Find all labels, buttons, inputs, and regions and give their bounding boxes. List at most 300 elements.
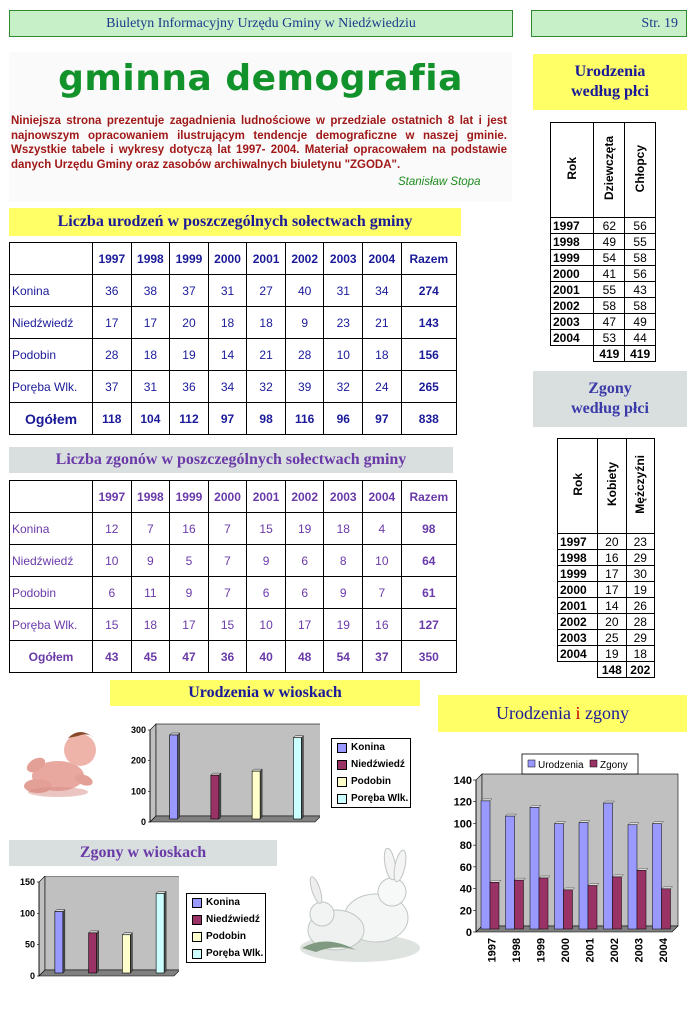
table-cell: 58: [594, 298, 625, 314]
bar: [653, 824, 662, 929]
bulletin-title: Biuletyn Informacyjny Urzędu Gminy w Niedźwiedziu: [106, 15, 416, 31]
table-cell: 15: [93, 609, 132, 641]
table-cell: 2001: [551, 282, 594, 298]
table-cell: 7: [208, 513, 247, 545]
table-cell: [10, 243, 93, 275]
table-cell: 2003: [558, 630, 598, 646]
deaths-by-sex-title-line2: według płci: [571, 400, 649, 417]
table-row: [551, 250, 656, 266]
births-table-title: Liczba urodzeń w poszczególnych sołectwach gminy: [9, 208, 461, 236]
table-row: [10, 545, 457, 577]
table-cell: 58: [625, 250, 656, 266]
table-cell: 1999: [170, 243, 209, 275]
table-cell: 19: [626, 582, 654, 598]
table-cell: 838: [401, 403, 456, 435]
table-cell: 18: [131, 609, 170, 641]
bar-top: [490, 880, 501, 882]
table-cell: 1997: [93, 243, 132, 275]
bar: [588, 886, 597, 929]
table-cell: 1999: [170, 481, 209, 513]
table-row: [10, 339, 457, 371]
bar-side: [219, 773, 221, 819]
y-tick-label: 150: [19, 877, 35, 887]
legend-item: [187, 928, 265, 945]
table-cell: 20: [170, 307, 209, 339]
table-row: [10, 371, 457, 403]
table-cell: 18: [131, 339, 170, 371]
table-cell: 23: [324, 307, 363, 339]
y-tick-label: 100: [453, 818, 472, 831]
table-cell: 40: [285, 275, 324, 307]
y-tick-label: 120: [453, 796, 472, 809]
x-tick-label: 2001: [584, 938, 597, 963]
births-deaths-legend: [522, 754, 638, 774]
table-cell: 14: [208, 339, 247, 371]
table-cell: Niedźwiedź: [10, 307, 93, 339]
deaths-villages-title: Zgony w wioskach: [9, 840, 277, 866]
births-by-sex-title-line2: według płci: [571, 83, 649, 100]
bar: [211, 775, 219, 819]
bar-side: [97, 931, 99, 973]
table-cell: 15: [208, 609, 247, 641]
table-cell: 43: [625, 282, 656, 298]
table-cell: 54: [324, 641, 363, 673]
bar: [662, 889, 671, 929]
births-deaths-title-b: zgony: [580, 703, 629, 723]
bar: [604, 803, 613, 929]
table-cell: Razem: [401, 243, 456, 275]
table-header-row: [551, 123, 656, 218]
deaths-table-title: Liczba zgonów w poszczególnych sołectwach gminy: [9, 447, 453, 473]
table-cell: 4: [363, 513, 402, 545]
table-cell: 10: [363, 545, 402, 577]
legend-label: Konina: [351, 742, 385, 753]
legend-item: [187, 894, 265, 911]
table-cell: 56: [625, 218, 656, 234]
table-cell: 24: [363, 371, 402, 403]
table-cell: 39: [285, 371, 324, 403]
x-tick-label: 1997: [486, 938, 499, 963]
table-cell: 274: [401, 275, 456, 307]
deaths-villages-legend: [186, 893, 266, 963]
table-header-cell: [598, 439, 626, 534]
bar-top: [122, 933, 132, 935]
table-row: [558, 534, 655, 550]
table-cell: 10: [324, 339, 363, 371]
bar: [579, 823, 588, 929]
table-cell: 6: [247, 577, 286, 609]
table-header-label: Rok: [570, 473, 585, 496]
table-cell: 6: [285, 577, 324, 609]
table-cell: 14: [598, 598, 626, 614]
table-cell: 1998: [131, 243, 170, 275]
legend-swatch: [337, 794, 347, 804]
bar-side: [164, 891, 166, 973]
y-tick-label: 100: [19, 908, 35, 919]
bar-top: [564, 888, 575, 890]
table-cell: 15: [247, 513, 286, 545]
table-cell: 2003: [324, 243, 363, 275]
table-header-label: Mężczyźni: [633, 455, 648, 514]
table-cell: 17: [598, 566, 626, 582]
bar-top: [515, 878, 526, 880]
table-header-row: [10, 243, 457, 275]
table-cell: 2002: [558, 614, 598, 630]
y-tick-label: 80: [459, 840, 472, 853]
y-tick-label: 140: [453, 775, 472, 787]
table-cell: 53: [594, 330, 625, 346]
table-row: [558, 582, 655, 598]
table-cell: 28: [285, 339, 324, 371]
table-cell: 30: [626, 566, 654, 582]
table-cell: 31: [208, 275, 247, 307]
table-cell: 18: [626, 646, 654, 662]
bar-top: [588, 884, 599, 886]
table-header-label: Chłopcy: [633, 144, 648, 193]
table-cell: 17: [598, 582, 626, 598]
births-by-sex-title-line1: Urodzenia: [574, 63, 646, 80]
bar-top: [555, 822, 566, 824]
table-cell: 29: [626, 630, 654, 646]
table-cell: 156: [401, 339, 456, 371]
table-cell: 1998: [558, 550, 598, 566]
table-cell: 2001: [247, 243, 286, 275]
table-cell: 118: [93, 403, 132, 435]
table-row: [10, 577, 457, 609]
deaths-by-sex-title: [533, 371, 687, 427]
page-title: gminna demografia: [58, 58, 463, 99]
table-cell: 1997: [551, 218, 594, 234]
table-row: [558, 566, 655, 582]
table-cell: Niedźwiedź: [10, 545, 93, 577]
table-cell: 419: [625, 346, 656, 362]
table-cell: 38: [131, 275, 170, 307]
legend-item: [332, 773, 410, 790]
bar-side: [178, 733, 180, 819]
legend-label: Podobin: [206, 931, 246, 942]
legend-label: Urodzenia: [538, 760, 584, 771]
table-cell: Razem: [401, 481, 456, 513]
baby-image: [18, 720, 104, 804]
table-cell: 202: [626, 662, 654, 678]
table-cell: 2003: [324, 481, 363, 513]
table-cell: 18: [208, 307, 247, 339]
table-header-row: [558, 439, 655, 534]
table-cell: 9: [324, 577, 363, 609]
table-cell: 19: [324, 609, 363, 641]
bulletin-header: [9, 10, 513, 37]
legend-label: Poręba Wlk.: [351, 793, 409, 804]
table-cell: 1999: [551, 250, 594, 266]
legend-swatch: [337, 743, 347, 753]
y-tick-label: 0: [29, 971, 35, 981]
table-cell: 2004: [551, 330, 594, 346]
births-by-sex-table: [550, 122, 656, 362]
table-row: [10, 609, 457, 641]
table-cell: 350: [401, 641, 456, 673]
table-cell: 32: [324, 371, 363, 403]
table-cell: 16: [363, 609, 402, 641]
bar: [628, 825, 637, 929]
table-cell: 54: [594, 250, 625, 266]
table-cell: 61: [401, 577, 456, 609]
table-cell: 31: [131, 371, 170, 403]
deaths-villages-chart: [9, 876, 179, 984]
table-row: [558, 646, 655, 662]
table-header-label: Kobiety: [604, 462, 619, 507]
bar: [506, 816, 515, 929]
table-cell: 16: [170, 513, 209, 545]
table-total-row: [10, 641, 457, 673]
table-cell: Poręba Wlk.: [10, 609, 93, 641]
table-row: [551, 314, 656, 330]
table-cell: Podobin: [10, 577, 93, 609]
table-row: [551, 282, 656, 298]
table-cell: 6: [93, 577, 132, 609]
table-cell: 17: [131, 307, 170, 339]
table-cell: Konina: [10, 513, 93, 545]
table-cell: 48: [285, 641, 324, 673]
table-cell: 9: [247, 545, 286, 577]
table-cell: 2002: [551, 298, 594, 314]
rabbits-image: [296, 848, 424, 966]
births-table: [9, 242, 457, 435]
y-tick-label: 60: [459, 861, 472, 874]
legend-item: [332, 756, 410, 773]
bar: [490, 882, 499, 929]
table-cell: 17: [285, 609, 324, 641]
table-cell: 20: [598, 534, 626, 550]
legend-label: Zgony: [600, 760, 628, 771]
x-tick-label: 2003: [633, 938, 646, 963]
table-cell: [551, 346, 594, 362]
legend-item: [332, 739, 410, 756]
table-cell: 6: [285, 545, 324, 577]
table-cell: 28: [626, 614, 654, 630]
table-cell: 96: [324, 403, 363, 435]
table-cell: 19: [170, 339, 209, 371]
table-cell: 11: [131, 577, 170, 609]
table-cell: 21: [247, 339, 286, 371]
bar-top: [579, 821, 590, 823]
legend-label: Podobin: [351, 776, 391, 787]
bar-top: [539, 876, 550, 878]
table-cell: 143: [401, 307, 456, 339]
table-cell: 7: [131, 513, 170, 545]
table-cell: Ogółem: [10, 403, 93, 435]
deaths-by-sex-title-line1: Zgony: [588, 380, 632, 397]
table-row: [551, 234, 656, 250]
bar-top: [637, 868, 648, 870]
chart-side-wall: [150, 724, 156, 822]
bar: [122, 935, 130, 973]
legend-label: Poręba Wlk.: [206, 948, 264, 959]
table-cell: Poręba Wlk.: [10, 371, 93, 403]
table-cell: 2002: [285, 243, 324, 275]
table-cell: 116: [285, 403, 324, 435]
y-tick-label: 40: [459, 883, 472, 896]
table-row: [551, 330, 656, 346]
table-cell: 9: [131, 545, 170, 577]
table-row: [10, 513, 457, 545]
table-cell: 10: [93, 545, 132, 577]
bar-top: [662, 887, 673, 889]
bar-top: [252, 769, 262, 771]
table-total-row: [558, 662, 655, 678]
table-total-row: [10, 403, 457, 435]
table-cell: 12: [93, 513, 132, 545]
table-cell: 47: [170, 641, 209, 673]
table-cell: 62: [594, 218, 625, 234]
legend-item: [187, 911, 265, 928]
bar: [156, 893, 164, 973]
table-cell: 7: [208, 545, 247, 577]
table-cell: 18: [247, 307, 286, 339]
bar-top: [530, 805, 541, 807]
table-cell: 36: [170, 371, 209, 403]
table-row: [558, 550, 655, 566]
table-cell: 1998: [131, 481, 170, 513]
table-cell: 1997: [558, 534, 598, 550]
table-cell: 44: [625, 330, 656, 346]
bar: [515, 880, 524, 929]
table-cell: 2004: [363, 481, 402, 513]
table-row: [551, 266, 656, 282]
legend-swatch: [192, 898, 202, 908]
legend-swatch: [192, 915, 202, 925]
bar-side: [130, 933, 132, 973]
births-villages-legend: [331, 738, 411, 808]
bar-top: [653, 822, 664, 824]
table-cell: 18: [324, 513, 363, 545]
table-cell: 8: [324, 545, 363, 577]
table-cell: 45: [131, 641, 170, 673]
bar: [613, 877, 622, 929]
bar: [481, 801, 490, 929]
table-header-cell: [551, 123, 594, 218]
table-cell: 37: [93, 371, 132, 403]
bar: [555, 824, 564, 929]
legend-swatch: [528, 760, 535, 767]
bar-top: [89, 931, 99, 933]
x-tick-label: 2000: [559, 938, 572, 963]
table-cell: [558, 662, 598, 678]
table-cell: 26: [626, 598, 654, 614]
table-row: [551, 298, 656, 314]
bar: [530, 807, 539, 929]
table-cell: 21: [363, 307, 402, 339]
births-villages-chart: [120, 722, 320, 832]
table-row: [551, 218, 656, 234]
table-cell: 2000: [551, 266, 594, 282]
table-cell: 1998: [551, 234, 594, 250]
bar-top: [628, 823, 639, 825]
x-tick-label: 2002: [608, 938, 621, 963]
bar: [637, 870, 646, 929]
y-tick-label: 300: [130, 725, 146, 735]
table-total-row: [551, 346, 656, 362]
table-cell: 2000: [208, 243, 247, 275]
y-tick-label: 0: [140, 817, 146, 827]
table-header-label: Rok: [565, 157, 580, 180]
table-row: [10, 307, 457, 339]
table-header-label: Dziewczęta: [602, 136, 617, 201]
table-cell: 419: [594, 346, 625, 362]
table-cell: [10, 481, 93, 513]
table-cell: 9: [170, 577, 209, 609]
legend-swatch: [192, 949, 202, 959]
bar: [89, 933, 97, 973]
bar: [564, 890, 573, 929]
table-cell: 56: [625, 266, 656, 282]
table-cell: 23: [626, 534, 654, 550]
legend-swatch: [337, 777, 347, 787]
table-cell: 97: [208, 403, 247, 435]
legend-swatch: [590, 760, 597, 767]
table-cell: 41: [594, 266, 625, 282]
table-row: [10, 275, 457, 307]
deaths-by-sex-table: [557, 438, 655, 678]
table-cell: 40: [247, 641, 286, 673]
table-cell: Podobin: [10, 339, 93, 371]
table-cell: 265: [401, 371, 456, 403]
table-cell: 47: [594, 314, 625, 330]
y-tick-label: 50: [24, 939, 35, 950]
bar: [170, 735, 178, 819]
table-cell: 49: [594, 234, 625, 250]
births-deaths-title-a: Urodzenia: [496, 703, 576, 723]
author: Stanisław Stopa: [398, 176, 481, 188]
x-tick-label: 1998: [510, 938, 523, 963]
legend-swatch: [337, 760, 347, 770]
table-cell: 29: [626, 550, 654, 566]
table-cell: 37: [363, 641, 402, 673]
table-cell: 7: [208, 577, 247, 609]
legend-label: Niedźwiedź: [206, 914, 260, 925]
bar-top: [506, 814, 517, 816]
births-villages-title: Urodzenia w wioskach: [110, 680, 420, 706]
table-cell: 34: [363, 275, 402, 307]
births-deaths-title-i: i: [575, 703, 581, 723]
legend-label: Konina: [206, 897, 240, 908]
table-cell: 36: [208, 641, 247, 673]
legend-swatch: [192, 932, 202, 942]
legend-label: Niedźwiedź: [351, 759, 405, 770]
table-header-row: [10, 481, 457, 513]
table-cell: 2001: [247, 481, 286, 513]
page-number-box: [531, 10, 687, 37]
table-cell: 1997: [93, 481, 132, 513]
table-cell: 104: [131, 403, 170, 435]
births-by-sex-title: [533, 54, 687, 110]
legend-item: [187, 945, 265, 962]
table-cell: 112: [170, 403, 209, 435]
table-cell: 2004: [558, 646, 598, 662]
table-cell: 7: [363, 577, 402, 609]
table-cell: 25: [598, 630, 626, 646]
table-cell: 127: [401, 609, 456, 641]
table-cell: 98: [247, 403, 286, 435]
table-cell: 32: [247, 371, 286, 403]
table-cell: 98: [401, 513, 456, 545]
table-cell: 16: [598, 550, 626, 566]
y-tick-label: 20: [459, 905, 472, 918]
births-deaths-title: [438, 695, 687, 732]
table-cell: 34: [208, 371, 247, 403]
table-cell: 5: [170, 545, 209, 577]
bar-top: [604, 801, 615, 803]
table-header-cell: [626, 439, 654, 534]
